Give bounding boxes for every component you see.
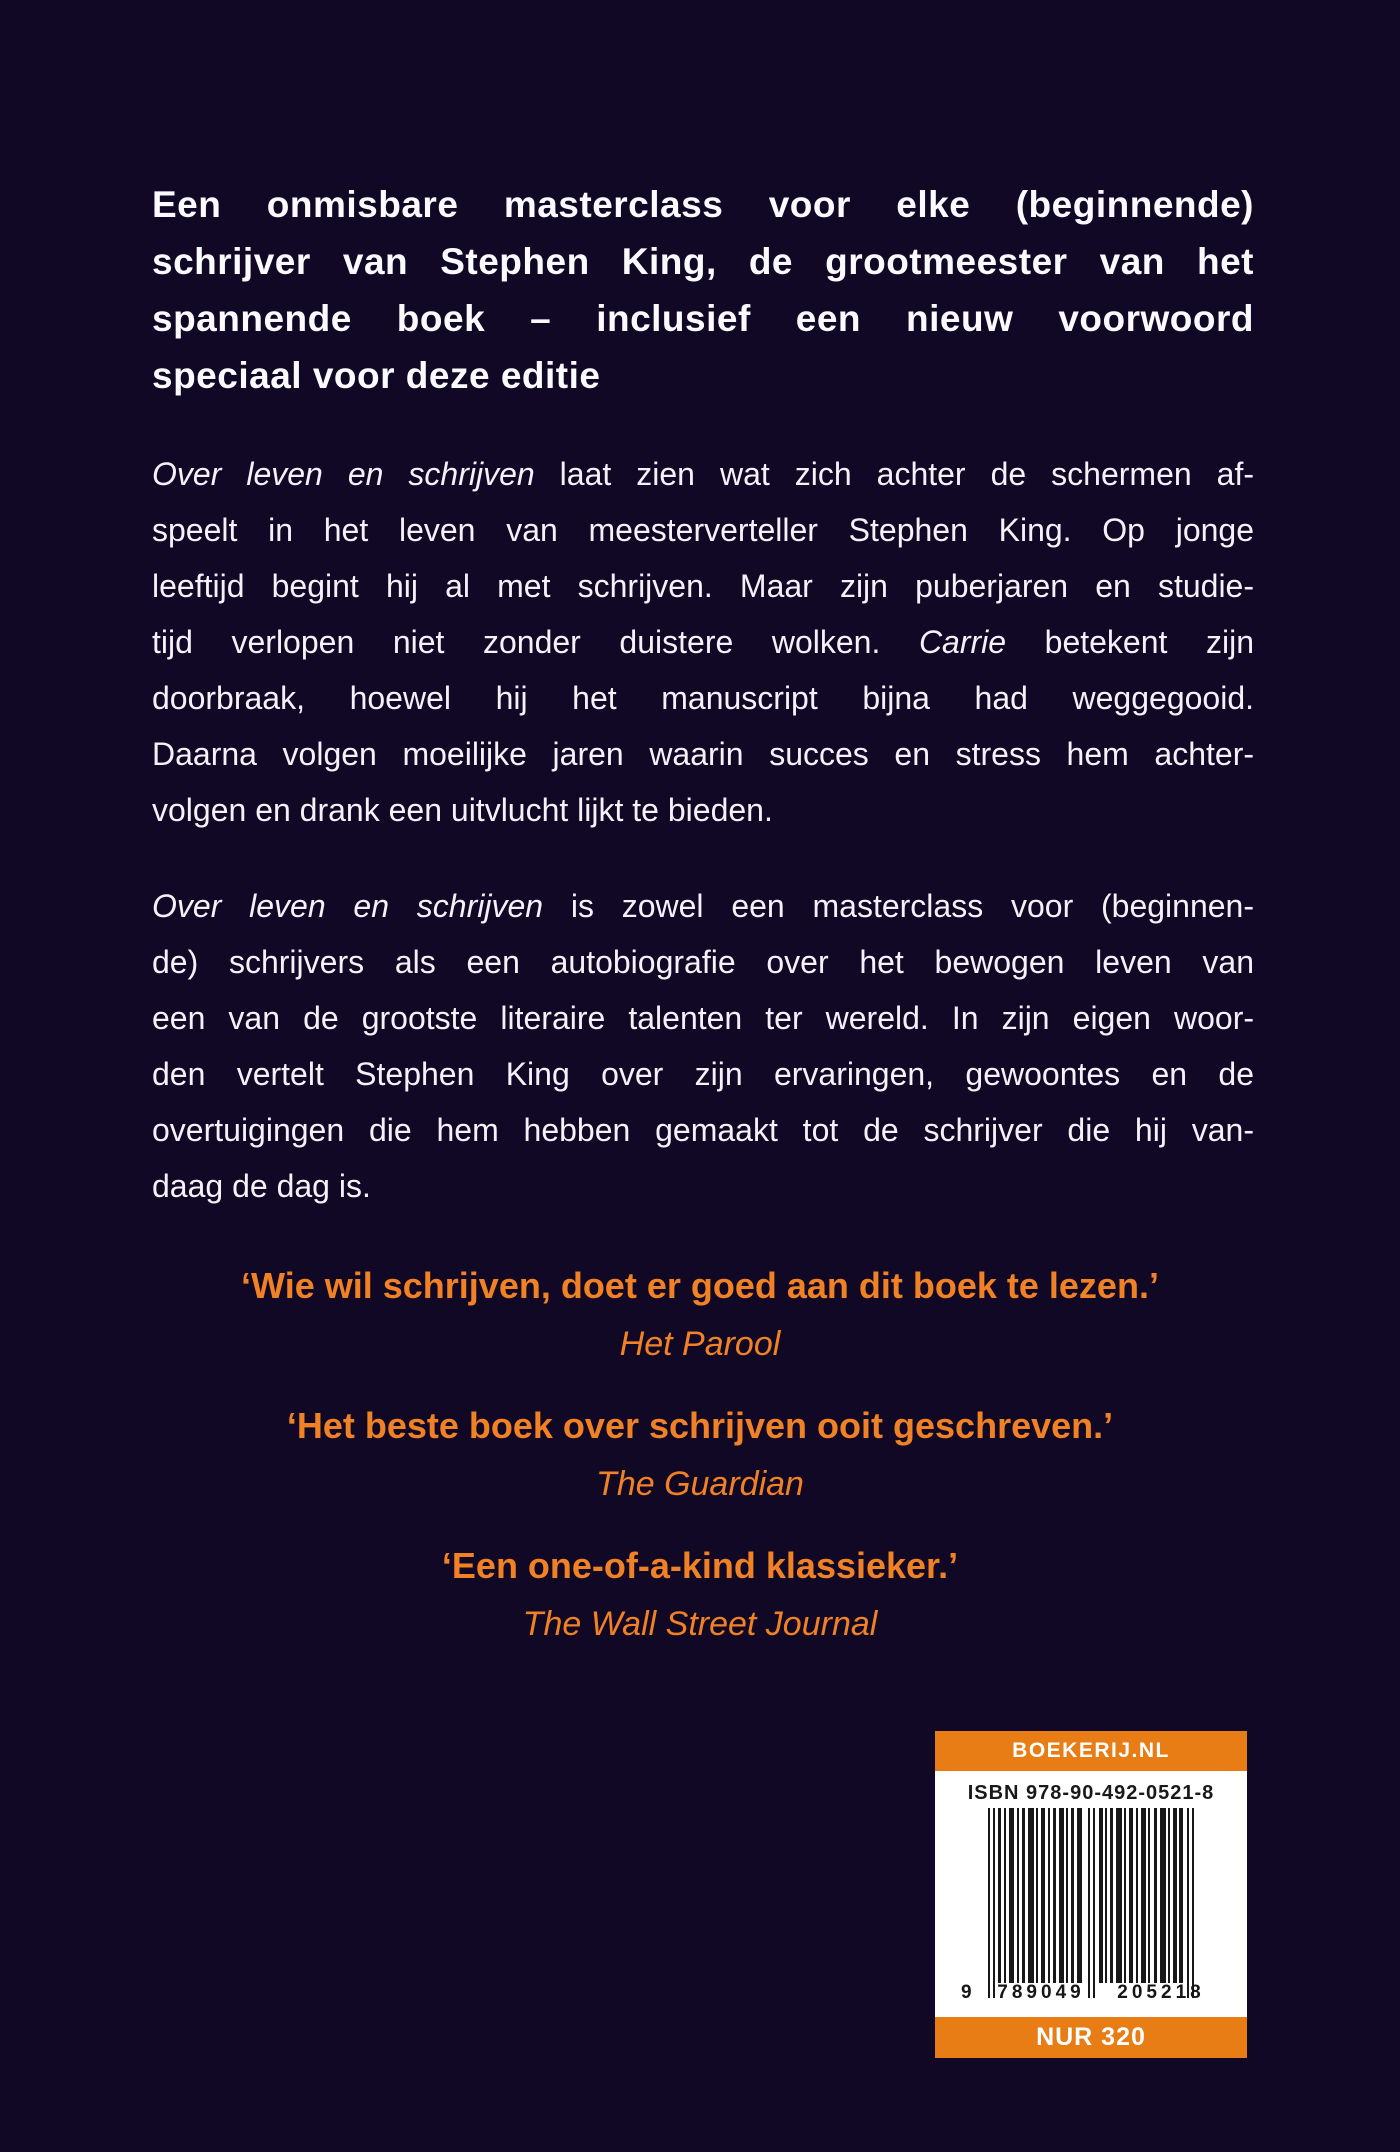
body-text-line: een van de grootste literaire talenten ter wereld. In zijn eigen woor- bbox=[152, 1000, 1254, 1036]
body-text-line: volgen en drank een uitvlucht lijkt te bieden. bbox=[152, 792, 773, 828]
headline-line: Een onmisbare masterclass voor elke (beginnende) bbox=[152, 184, 1254, 225]
body-text-line: doorbraak, hoewel hij het manuscript bijna had weggegooid. bbox=[152, 680, 1254, 716]
quote-source: The Guardian bbox=[596, 1465, 804, 1503]
headline-line: schrijver van Stephen King, de grootmeester van het bbox=[152, 241, 1254, 282]
body-text-line: Daarna volgen moeilijke jaren waarin succes en stress hem achter- bbox=[152, 736, 1254, 772]
body-text-line: overtuigingen die hem hebben gemaakt tot de schrijver die hij van- bbox=[152, 1112, 1254, 1148]
barcode-digit-group: 9 bbox=[961, 1982, 972, 2003]
isbn-label: ISBN 978-90-492-0521-8 bbox=[967, 1782, 1215, 1804]
quote-text: ‘Het beste boek over schrijven ooit geschreven.’ bbox=[286, 1405, 1114, 1446]
barcode-digit-group: 205218 bbox=[1117, 1982, 1205, 2003]
body-text-line: Over leven en schrijven is zowel een masterclass voor (beginnen- bbox=[152, 888, 1254, 924]
synopsis-paragraph-2 bbox=[152, 878, 1254, 1214]
barcode-digit-group: 789049 bbox=[997, 1982, 1085, 2003]
body-text-line: den vertelt Stephen King over zijn ervaringen, gewoontes en de bbox=[152, 1056, 1254, 1092]
press-quote-the-guardian bbox=[100, 1398, 1300, 1510]
quote-source: Het Parool bbox=[619, 1325, 781, 1363]
barcode-digits bbox=[961, 1981, 1221, 2005]
press-quote-wall-street-journal bbox=[100, 1538, 1300, 1650]
body-text-line: Over leven en schrijven laat zien wat zich achter de schermen af- bbox=[152, 456, 1255, 492]
headline-line: spannende boek – inclusief een nieuw voorwoord bbox=[152, 298, 1254, 339]
press-quote-het-parool bbox=[100, 1258, 1300, 1370]
barcode-panel-body bbox=[935, 1771, 1247, 2017]
barcode-panel bbox=[935, 1731, 1247, 2058]
body-text-line: speelt in het leven van meesterverteller Stephen King. Op jonge bbox=[152, 512, 1254, 548]
nur-banner: NUR 320 bbox=[935, 2017, 1247, 2058]
ean-barcode bbox=[961, 1808, 1221, 2003]
body-text-line: leeftijd begint hij al met schrijven. Maar zijn puberjaren en studie- bbox=[152, 568, 1254, 604]
quote-text: ‘Wie wil schrijven, doet er goed aan dit boek te lezen.’ bbox=[241, 1265, 1159, 1306]
body-text-line: daag de dag is. bbox=[152, 1168, 371, 1204]
body-text-line: tijd verlopen niet zonder duistere wolken. Carrie betekent zijn bbox=[152, 624, 1255, 660]
quote-source: The Wall Street Journal bbox=[522, 1605, 878, 1643]
quote-text: ‘Een one-of-a-kind klassieker.’ bbox=[441, 1545, 959, 1586]
body-text-line: de) schrijvers als een autobiografie over het bewogen leven van bbox=[152, 944, 1254, 980]
publisher-banner: BOEKERIJ.NL bbox=[935, 1731, 1247, 1771]
headline bbox=[152, 176, 1254, 404]
synopsis-paragraph-1 bbox=[152, 446, 1254, 838]
headline-line: speciaal voor deze editie bbox=[152, 355, 601, 396]
